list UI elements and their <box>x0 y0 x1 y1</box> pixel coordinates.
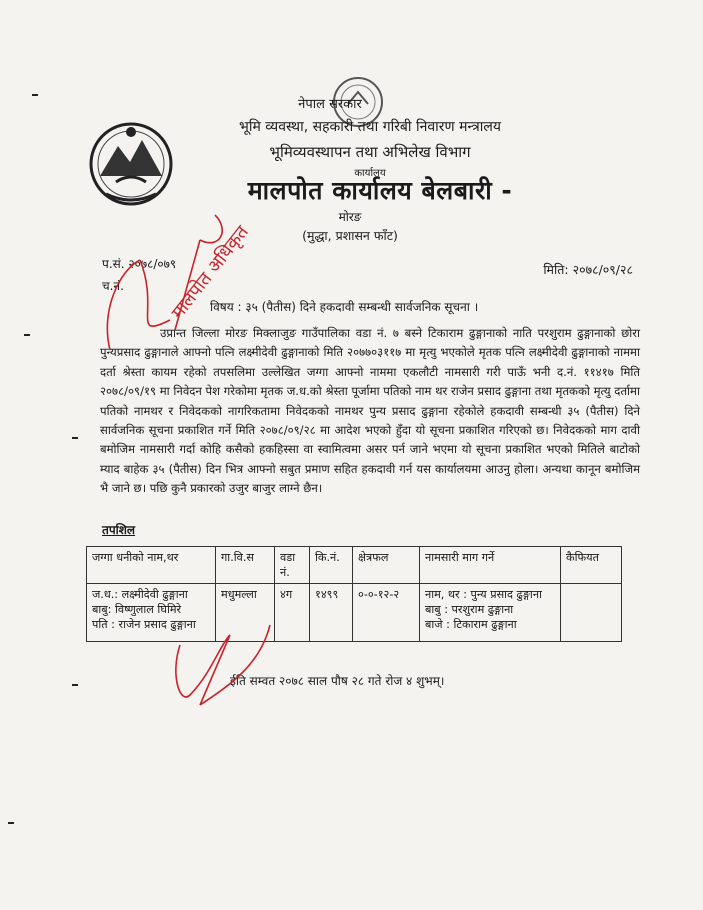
scan-speck <box>24 334 30 336</box>
table-header-row <box>87 547 622 584</box>
col-vdc: गा.वि.स <box>216 547 275 584</box>
owner-father: बाबु: विष्णुलाल घिमिरे <box>92 603 182 616</box>
owner-husband: पति : राजेन प्रसाद ढुङ्गाना <box>92 618 196 631</box>
district: मोरङ <box>338 210 362 224</box>
col-ward: वडा नं. <box>275 547 310 584</box>
applicant-father: बाबु : परशुराम ढुङ्गाना <box>425 603 514 616</box>
scan-speck <box>72 684 78 686</box>
area-cell: ०-०-१२-२ <box>353 584 420 642</box>
body-paragraph: उप्रान्त जिल्ला मोरङ मिक्लाजुङ गाउँपालिका वडा नं. ७ बस्ने टिकाराम ढुङ्गानाको नाति परशुराम ढुङ्गानाको छोरा पुन्यप्रसाद ढुङ्गानाले आफ्नो पत्नि लक्ष्मीदेवी ढुङ्गानाको मिति २०७७०३११७ मा मृत्यु भएकोले मृतक पत्नि लक्ष्मीदेवी ढुङ्गानाको नाममा दर्ता श्रेस्ता कायम रहेको तपसलिमा उल्लेखित जग्गा आफ्नो नाममा एकलौटी नामसारी गरी पाऊँ भनी द.नं. ११४१७ मिति २०७८/०९/१९ मा निवेदन पेश गरेकोमा मृतक ज.ध.को श्रेस्ता पूर्जामा पतिको नाम थर राजेन प्रसाद ढुङ्गाना तथा मृतकको मृत्यु दर्तामा पतिको नामथर र निवेदकको नागरिकतामा निवेदकको नामथर पुन्य प्रसाद ढुङ्गाना रहेकोले हकदावी सम्बन्धी ३५ (पैतीस) दिने सार्वजनिक सूचना प्रकाशित गर्ने मिति २०७८/०९/२८ मा आदेश भएको हुँदा यो सूचना प्रकाशित गरिएको छ। निवेदकको माग दावी बमोजिम नामसारी गर्दा कोहि कसैको हकहिस्सा वा स्वामित्वमा असर पर्न जाने भएमा यो सूचना प्रकाशित भएको मितिले बाटोको म्याद बाहेक ३५ (पैतीस) दिन भित्र आफ्नो सबुत प्रमाण सहित हकदावी गर्न यस कार्यालयमा आउनु होला। अन्यथा कानून बमोजिम भै जाने छ। पछि कुनै प्रकारको उजुर बाजुर लाग्ने छैन। <box>100 326 640 496</box>
dispatch-number: च.नं. <box>102 279 124 293</box>
closing-line: ईति सम्वत २०७८ साल पौष २८ गते रोज ४ शुभम्। <box>230 674 445 688</box>
signature-title: मालपोत अधिकृत <box>167 221 253 324</box>
letter-date: मिति: २०७८/०९/२८ <box>543 262 633 277</box>
office-title: मालपोत कार्यालय बेलबारी - <box>247 176 513 205</box>
header-small: कार्यालय <box>354 168 386 179</box>
header-department: भूमिव्यवस्थापन तथा अभिलेख विभाग <box>269 143 471 161</box>
header-line-1: नेपाल सरकार <box>298 97 362 112</box>
applicant-grandfather: बाजे : टिकाराम ढुङ्गाना <box>425 618 517 631</box>
col-remarks: कैफियत <box>561 547 622 584</box>
col-area: क्षेत्रफल <box>353 547 420 584</box>
col-applicant: नामसारी माग गर्ने <box>420 547 561 584</box>
applicant-cell <box>420 584 561 642</box>
ward-cell: ४ग <box>275 584 310 642</box>
subject-line: विषय : ३५ (पैतीस) दिने हकदावी सम्बन्धी सार्वजनिक सूचना । <box>210 300 479 314</box>
initials-mark-icon <box>160 605 280 715</box>
col-owner: जग्गा धनीको नाम,थर <box>87 547 216 584</box>
remarks-cell <box>561 584 622 642</box>
details-label: तपशिल <box>102 523 136 537</box>
col-kitta: कि.नं. <box>310 547 353 584</box>
vdc-cell: मधुमल्ला <box>216 584 275 642</box>
owner-name: ज.ध.: लक्ष्मीदेवी ढुङ्गाना <box>92 588 188 601</box>
kitta-cell: १४९९ <box>310 584 353 642</box>
applicant-name: नाम, थर : पुन्य प्रसाद ढुङ्गाना <box>425 588 542 601</box>
letter-number: प.सं. २०७८/०७९ <box>102 257 177 271</box>
section: (मुद्धा, प्रशासन फाँट) <box>302 228 398 243</box>
scan-speck <box>72 437 78 439</box>
scan-speck <box>32 94 38 96</box>
header-ministry: भूमि व्यवस्था, सहकारी तथा गरिबी निवारण मन्त्रालय <box>239 119 501 135</box>
scan-speck <box>8 822 14 824</box>
handwritten-signature-icon <box>80 200 340 360</box>
